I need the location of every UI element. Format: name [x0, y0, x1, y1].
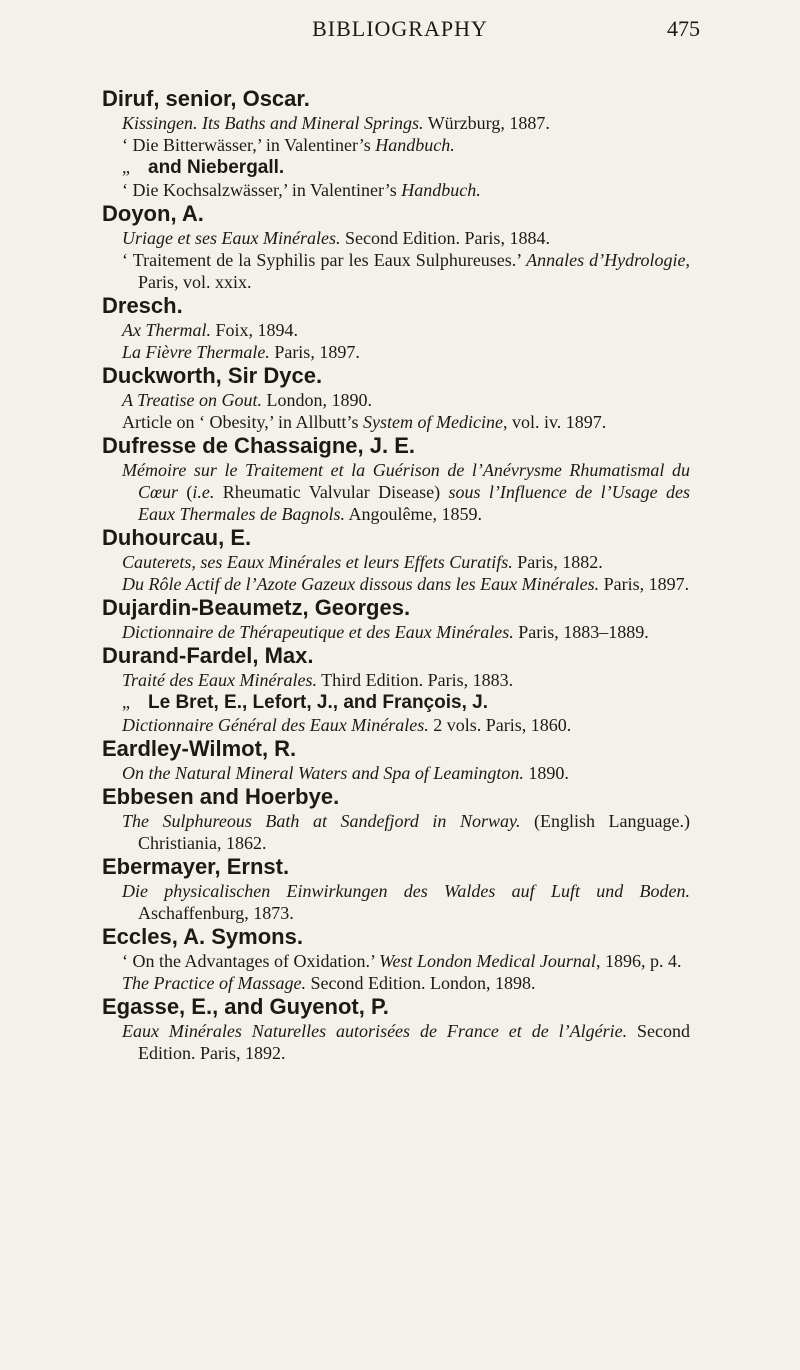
work-title: Traité des Eaux Minérales. [122, 670, 317, 690]
entry-author: Eccles, A. Symons. [102, 924, 303, 949]
entry-work [122, 319, 690, 341]
bibliography-entry [102, 363, 690, 433]
entry-work [122, 810, 690, 854]
roman-text: ‘ Die Kochsalzwässer,’ in Valentiner’s [122, 180, 402, 200]
bibliography-entry [102, 86, 690, 201]
bibliography-entry [102, 293, 690, 363]
roman-text: 1890. [523, 763, 569, 783]
bibliography-entry [102, 924, 690, 994]
entry-author: Ebbesen and Hoerbye. [102, 784, 340, 809]
work-title: The Practice of Massage. [122, 973, 306, 993]
entry-author: Dufresse de Chassaigne, J. E. [102, 433, 416, 458]
entry-work [122, 691, 690, 714]
roman-text: Third Edition. Paris, 1883. [316, 670, 514, 690]
roman-text: , 1896, p. 4. [595, 951, 682, 971]
roman-text: Aschaffenburg, 1873. [138, 903, 294, 923]
roman-text: Second Edition. Paris, 1884. [340, 228, 550, 248]
roman-text: Paris, 1882. [512, 552, 603, 572]
entry-author: Ebermayer, Ernst. [102, 854, 290, 879]
entry-work [122, 669, 690, 691]
bibliography-entry [102, 643, 690, 736]
ditto-mark: „ [122, 157, 130, 177]
entry-work [122, 179, 690, 201]
roman-text: Foix, 1894. [211, 320, 299, 340]
entry-work [122, 621, 690, 643]
roman-text: London, 1890. [262, 390, 373, 410]
roman-text: , Paris, vol. xxix. [138, 250, 690, 292]
work-title: Handbuch. [375, 135, 455, 155]
work-title: Mémoire sur le Traitement et la Guérison de l’Anévrysme Rhumatismal du Cœur [122, 460, 690, 502]
entry-work [122, 156, 690, 179]
bibliography-entry [102, 525, 690, 595]
bibliography-entry [102, 784, 690, 854]
entry-author: Dujardin-Beaumetz, Georges. [102, 595, 411, 620]
entry-author: Duckworth, Sir Dyce. [102, 363, 323, 388]
bibliography-entry [102, 595, 690, 643]
work-title: Ax Thermal. [122, 320, 211, 340]
work-title: Eaux Minérales Naturelles autorisées de France et de l’Algérie. [122, 1021, 628, 1041]
entry-author: Doyon, A. [102, 201, 204, 226]
roman-text: Würzburg, 1887. [423, 113, 550, 133]
entry-work [122, 389, 690, 411]
roman-text: Second Edition. Paris, 1892. [138, 1021, 690, 1063]
bibliography-entry [102, 201, 690, 293]
entry-author: Duhourcau, E. [102, 525, 252, 550]
bibliography-entries [102, 86, 690, 1064]
entry-work [122, 249, 690, 293]
work-title: Kissingen. Its Baths and Mineral Springs. [122, 113, 424, 133]
entry-author: Durand-Fardel, Max. [102, 643, 314, 668]
bibliography-entry [102, 736, 690, 784]
work-title: System of Medicine [362, 412, 503, 432]
work-title: Annales d’Hydrologie [526, 250, 686, 270]
work-title: Cauterets, ses Eaux Minérales et leurs Effets Curatifs. [122, 552, 513, 572]
roman-text: Paris, 1897. [599, 574, 690, 594]
roman-text: 2 vols. Paris, 1860. [428, 715, 572, 735]
entry-author: Eardley-Wilmot, R. [102, 736, 297, 761]
ditto-mark: „ [122, 692, 130, 712]
entry-author: Dresch. [102, 293, 183, 318]
roman-text: (English Language.) Christiania, 1862. [138, 811, 690, 853]
work-title: West London Medical Journal [379, 951, 596, 971]
coauthor-text: and Niebergall. [148, 157, 285, 178]
roman-text: Rheumatic Valvular Disease) [214, 482, 449, 502]
roman-text: ‘ On the Advantages of Oxidation.’ [122, 951, 380, 971]
work-title: A Treatise on Gout. [122, 390, 263, 410]
work-title: sous l’Influence de l’Usage des Eaux Thermales de Bagnols. [138, 482, 690, 524]
entry-author: Egasse, E., and Guyenot, P. [102, 994, 389, 1019]
work-title: Handbuch. [401, 180, 481, 200]
roman-text: Paris, 1883–1889. [513, 622, 649, 642]
work-title: On the Natural Mineral Waters and Spa of Leamington. [122, 763, 524, 783]
work-title: Dictionnaire Général des Eaux Minérales. [122, 715, 429, 735]
entry-work [122, 411, 690, 433]
roman-text: ‘ Traitement de la Syphilis par les Eaux Sulphureuses.’ [122, 250, 527, 270]
running-header [0, 10, 800, 50]
work-title: La Fièvre Thermale. [122, 342, 270, 362]
entry-author: Diruf, senior, Oscar. [102, 86, 310, 111]
roman-text: Paris, 1897. [269, 342, 360, 362]
roman-text: Second Edition. London, 1898. [305, 973, 536, 993]
entry-work [122, 1020, 690, 1064]
entry-work [122, 227, 690, 249]
entry-work [122, 341, 690, 363]
entry-work [122, 551, 690, 573]
bibliography-entry [102, 854, 690, 924]
entry-work [122, 762, 690, 784]
coauthor-text: Le Bret, E., Lefort, J., and François, J. [148, 692, 488, 713]
entry-work [122, 573, 690, 595]
roman-text: ( [178, 482, 193, 502]
work-title: Die physicalischen Einwirkungen des Waldes auf Luft und Boden. [122, 881, 690, 901]
work-title: Uriage et ses Eaux Minérales. [122, 228, 341, 248]
bibliography-entry [102, 994, 690, 1064]
entry-work [122, 459, 690, 525]
page-number: 475 [667, 16, 700, 41]
entry-work [122, 112, 690, 134]
roman-text: Article on ‘ Obesity,’ in Allbutt’s [122, 412, 363, 432]
work-title: Du Rôle Actif de l’Azote Gazeux dissous dans les Eaux Minérales. [122, 574, 600, 594]
entry-work [122, 972, 690, 994]
roman-text: Angoulême, 1859. [344, 504, 482, 524]
entry-work [122, 134, 690, 156]
work-title: i.e. [192, 482, 215, 502]
work-title: Dictionnaire de Thérapeutique et des Eaux Minérales. [122, 622, 514, 642]
roman-text: ‘ Die Bitterwässer,’ in Valentiner’s [122, 135, 376, 155]
work-title: The Sulphureous Bath at Sandefjord in Norway. [122, 811, 521, 831]
page-title: BIBLIOGRAPHY [312, 16, 488, 41]
roman-text: , vol. iv. 1897. [502, 412, 607, 432]
entry-work [122, 950, 690, 972]
entry-work [122, 714, 690, 736]
bibliography-entry [102, 433, 690, 525]
entry-work [122, 880, 690, 924]
